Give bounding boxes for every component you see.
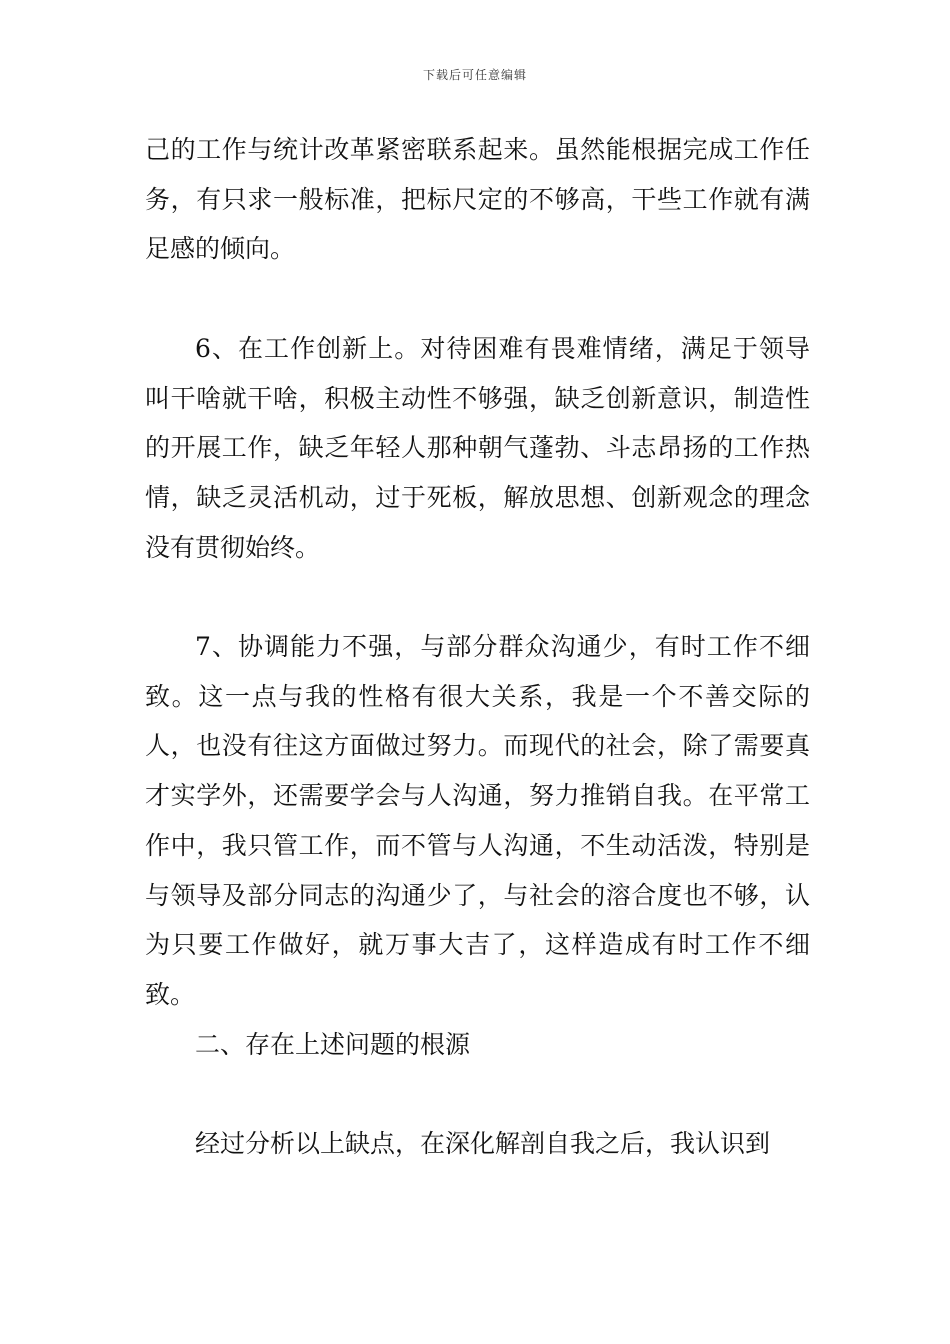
document-body [145,125,810,1169]
paragraph-continuation: 己的工作与统计改革紧密联系起来。虽然能根据完成工作任务，有只求一般标准，把标尺定的不够高，干些工作就有满足感的倾向。 [145,135,810,264]
paragraph-closing: 经过分析以上缺点，在深化解剖自我之后，我认识到 [195,1129,771,1159]
page-header-note: 下载后可任意编辑 [422,68,527,82]
paragraph-item-7: 7、协调能力不强，与部分群众沟通少，有时工作不细致。这一点与我的性格有很大关系，我是一个不善交际的人，也没有往这方面做过努力。而现代的社会，除了需要真才实学外，还需要学会与人沟通，努力推销自我。在平常工作中，我只管工作，而不管与人沟通，不生动活泼，特别是与领导及部分同志的沟通少了，与社会的溶合度也不够，认为只要工作做好，就万事大吉了，这样造成有时工作不细致。 [145,632,810,1009]
section-heading: 二、存在上述问题的根源 [195,1029,471,1059]
paragraph-item-6: 6、在工作创新上。对待困难有畏难情绪，满足于领导叫干啥就干啥，积极主动性不够强，缺乏创新意识，制造性的开展工作，缺乏年轻人那种朝气蓬勃、斗志昂扬的工作热情，缺乏灵活机动，过于死板，解放思想、创新观念的理念没有贯彻始终。 [145,333,810,562]
